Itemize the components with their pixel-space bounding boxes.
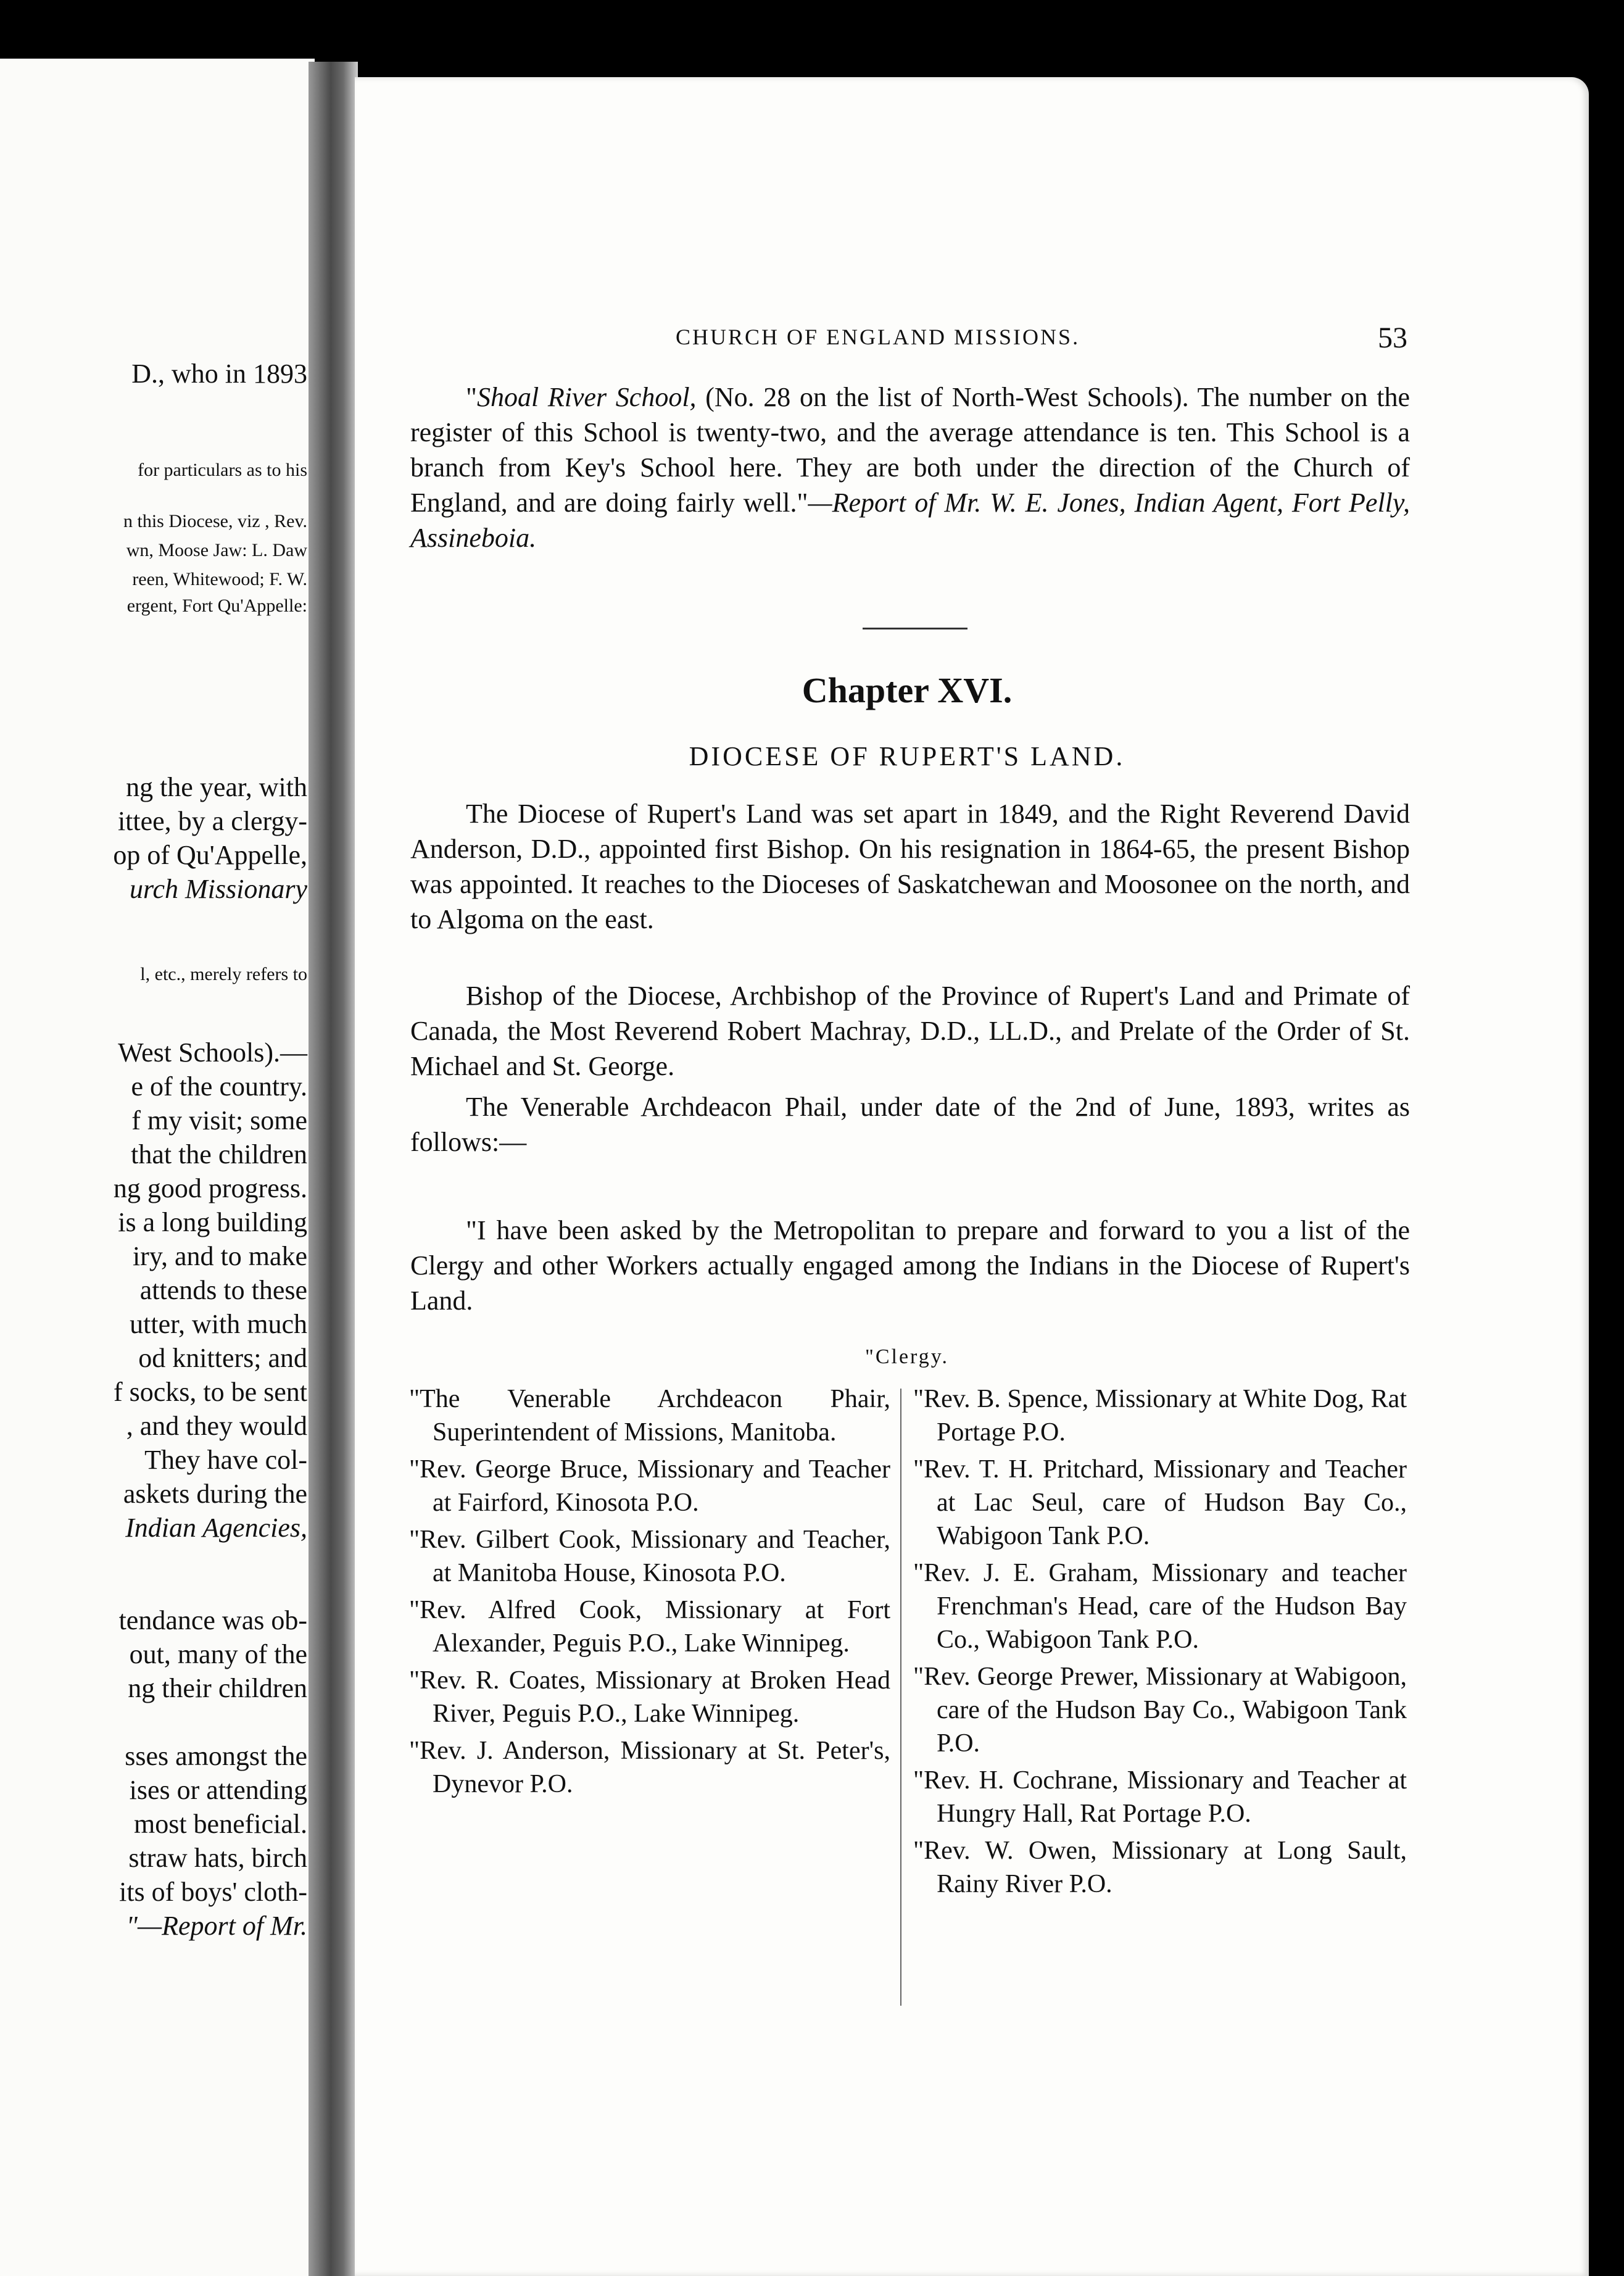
- left-page-line: reen, Whitewood; F. W.: [132, 569, 307, 589]
- left-page-line: f my visit; some: [131, 1105, 307, 1136]
- column-rule: [900, 1389, 901, 2006]
- left-page-line: ises or attending: [129, 1775, 307, 1805]
- left-page-line: out, many of the: [129, 1639, 307, 1669]
- left-page-line: utter, with much: [130, 1309, 307, 1339]
- left-page-line: od knitters; and: [138, 1343, 307, 1373]
- left-page-line: urch Missionary: [129, 874, 307, 904]
- left-page-line: that the children: [131, 1139, 307, 1169]
- paragraph-letter: "I have been asked by the Metropolitan to prepare and forward to you a list of the Clergy and other Workers actually engaged among the Indians in the Diocese of Rupert's Land.: [410, 1215, 1410, 1316]
- quote-open: ": [466, 382, 477, 412]
- left-page-line: ng their children: [128, 1673, 307, 1703]
- left-page-line: op of Qu'Appelle,: [113, 840, 307, 870]
- left-page-line: f socks, to be sent: [113, 1377, 307, 1407]
- quote-citation: —Report of Mr. W. E. Jones, Indian Agent, Fort Pelly, Assineboia.: [410, 488, 1410, 553]
- quote-body: (No. 28 on the list of North-West Schools). The number on the register of this School is twenty-two, and the average attendance is ten. This School is a branch from Key's School here. They are both under the direction of the Church of England, and are doing fairly well.": [410, 382, 1410, 518]
- previous-page-fragment: [0, 59, 315, 2276]
- section-divider: [863, 628, 967, 629]
- left-page-line: ng good progress.: [113, 1173, 307, 1203]
- clergy-list-left: [409, 1382, 890, 1805]
- left-page-line: West Schools).—: [118, 1037, 307, 1068]
- left-page-line: tendance was ob-: [118, 1605, 307, 1635]
- left-page-line: ergent, Fort Qu'Appelle:: [126, 596, 307, 616]
- left-page-line: "—Report of Mr.: [126, 1911, 307, 1941]
- clergy-entry: "Rev. T. H. Pritchard, Missionary and Teacher at Lac Seul, care of Hudson Bay Co., Wabigoon Tank P.O.: [913, 1455, 1407, 1550]
- shoal-river-quote: [410, 380, 1410, 555]
- clergy-list-right: [913, 1382, 1407, 1904]
- page-number: 53: [1378, 322, 1407, 354]
- clergy-entry: "Rev. R. Coates, Missionary at Broken Head River, Peguis P.O., Lake Winnipeg.: [409, 1666, 890, 1728]
- left-page-line: straw hats, birch: [128, 1843, 307, 1873]
- book-gutter: [309, 62, 358, 2276]
- left-page-line: ng the year, with: [126, 772, 307, 802]
- school-name: Shoal River School,: [476, 382, 697, 412]
- left-page-line: wn, Moose Jaw: L. Daw: [126, 540, 307, 560]
- left-page-line: is a long building: [118, 1207, 307, 1237]
- left-page-line: sses amongst the: [125, 1741, 307, 1771]
- clergy-entry: "Rev. J. Anderson, Missionary at St. Peter's, Dynevor P.O.: [409, 1737, 890, 1798]
- paragraph-diocese-history: The Diocese of Rupert's Land was set apart in 1849, and the Right Reverend David Anderson, D.D., appointed first Bishop. On his resignation in 1864-65, the present Bishop was appointed. It reaches to the Dioceses of Saskatchewan and Moosonee on the north, and to Algoma on the east.: [410, 799, 1410, 934]
- left-page-line: its of boys' cloth-: [119, 1877, 307, 1907]
- diocese-heading: DIOCESE OF RUPERT'S LAND.: [689, 741, 1125, 771]
- clergy-entry: "Rev. George Bruce, Missionary and Teacher at Fairford, Kinosota P.O.: [409, 1455, 890, 1517]
- clergy-entry: "Rev. W. Owen, Missionary at Long Sault, Rainy River P.O.: [913, 1837, 1407, 1898]
- left-page-line: e of the country.: [131, 1071, 307, 1102]
- left-page-line: l, etc., merely refers to: [140, 964, 307, 984]
- clergy-entry: "The Venerable Archdeacon Phair, Superintendent of Missions, Manitoba.: [409, 1385, 890, 1447]
- left-page-line: D., who in 1893: [131, 359, 307, 389]
- clergy-entry: "Rev. Alfred Cook, Missionary at Fort Alexander, Peguis P.O., Lake Winnipeg.: [409, 1596, 890, 1658]
- left-page-line: n this Diocese, viz , Rev.: [123, 511, 307, 531]
- left-page-line: Indian Agencies,: [125, 1513, 307, 1543]
- page-53: [355, 77, 1589, 2276]
- left-page-line: ittee, by a clergy-: [117, 806, 307, 836]
- left-page-line: attends to these: [139, 1275, 307, 1305]
- clergy-entry: "Rev. Gilbert Cook, Missionary and Teacher, at Manitoba House, Kinosota P.O.: [409, 1526, 890, 1587]
- left-page-line: askets during the: [123, 1479, 307, 1509]
- chapter-title: Chapter XVI.: [802, 670, 1013, 710]
- clergy-heading: "Clergy.: [864, 1345, 950, 1368]
- left-page-line: most beneficial.: [133, 1809, 307, 1839]
- left-page-line: iry, and to make: [132, 1241, 307, 1271]
- paragraph-archdeacon: The Venerable Archdeacon Phail, under date of the 2nd of June, 1893, writes as follows:—: [410, 1092, 1410, 1157]
- clergy-entry: "Rev. B. Spence, Missionary at White Dog, Rat Portage P.O.: [913, 1385, 1407, 1447]
- left-page-line: , and they would: [126, 1411, 307, 1441]
- running-head: CHURCH OF ENGLAND MISSIONS.: [676, 325, 1080, 349]
- left-page-line: for particulars as to his: [138, 460, 307, 480]
- left-page-line: They have col-: [144, 1445, 307, 1475]
- clergy-entry: "Rev. George Prewer, Missionary at Wabigoon, care of the Hudson Bay Co., Wabigoon Tank P.O.: [913, 1663, 1407, 1758]
- clergy-entry: "Rev. J. E. Graham, Missionary and teacher Frenchman's Head, care of the Hudson Bay Co., Wabigoon Tank P.O.: [913, 1559, 1407, 1654]
- clergy-entry: "Rev. H. Cochrane, Missionary and Teacher at Hungry Hall, Rat Portage P.O.: [913, 1766, 1407, 1828]
- paragraph-bishop: Bishop of the Diocese, Archbishop of the Province of Rupert's Land and Primate of Canada, the Most Reverend Robert Machray, D.D., LL.D., and Prelate of the Order of St. Michael and St. George.: [410, 981, 1410, 1081]
